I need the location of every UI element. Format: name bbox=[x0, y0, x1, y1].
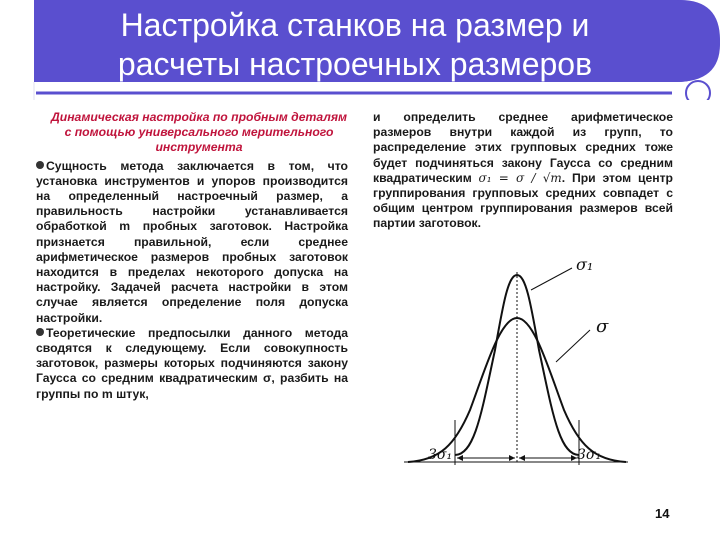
bullet-icon bbox=[36, 328, 44, 336]
bullet-icon bbox=[36, 161, 44, 169]
left-column bbox=[36, 110, 348, 402]
left-subheading: Динамическая настройка по пробным деталям с помощью универсального мерительного инструмента bbox=[50, 110, 348, 155]
sigma-formula: σ₁ = σ / √m bbox=[478, 170, 562, 185]
label-sigma: σ bbox=[596, 316, 609, 337]
bullet-text-2: Теоретические предпосылки данного метода сводятся к следующему. Если совокупность заготовок, размеры которых подчиняются закону Гаусса со средним квадратическим σ, разбить на группы по m штук, bbox=[36, 325, 348, 401]
bullet-text-1: Сущность метода заключается в том, что установка инструментов и упоров производится на определенный настроечный размер, а правильность настройки устанавливается обработкой m пробных заготовок. Настройка признается правильной, если среднее арифметическое размеров пробных заготовок находится в пределах некоторого допуска на настройку. Задачей расчета настройки в этом случае является определение поля допуска настройки. bbox=[36, 158, 348, 325]
page-title: Настройка станков на размер и расчеты настроечных размеров bbox=[117, 7, 593, 82]
label-sigma1: σ₁ bbox=[576, 255, 594, 274]
right-text-2: . При этом центр группирования групповых средних совпадет с общим центром группирования размеров всей партии заготовок. bbox=[373, 170, 673, 231]
label-left-span: 3σ₁ bbox=[428, 447, 453, 463]
right-text-1: и определить среднее арифметическое размеров внутри каждой из групп, то распределение этих групповых средних тоже будет подчиняться закону Гаусса со средним квадратическим bbox=[373, 110, 673, 185]
gauss-diagram bbox=[400, 250, 630, 480]
page-number: 14 bbox=[655, 506, 670, 521]
right-column bbox=[373, 110, 673, 232]
bullet-paragraph-1 bbox=[36, 159, 348, 326]
bullet-paragraph-2 bbox=[36, 326, 348, 402]
label-right-span: 3σ₁ bbox=[577, 447, 602, 463]
